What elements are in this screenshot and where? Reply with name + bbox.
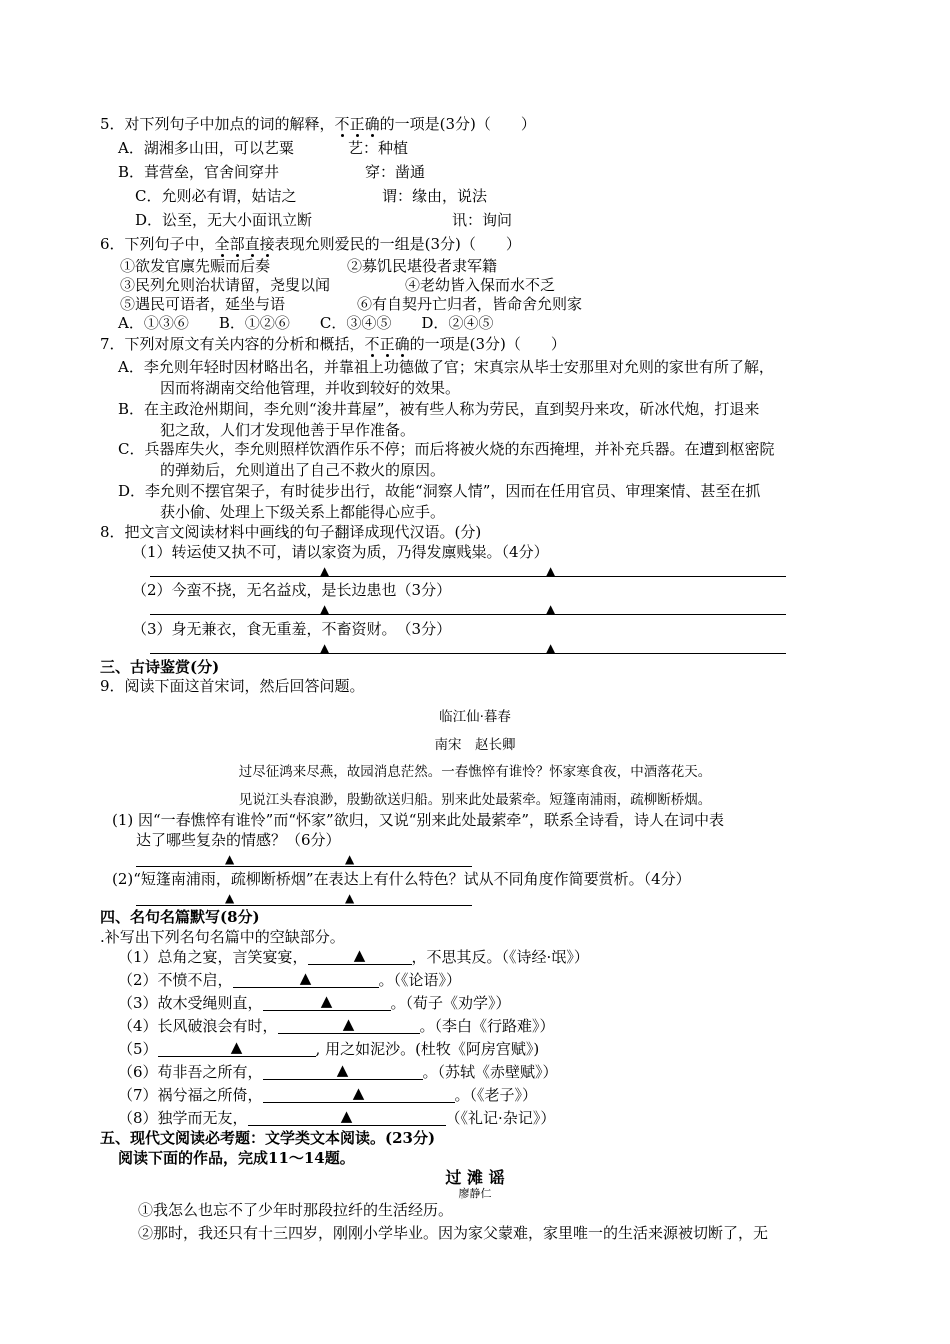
article-author: 廖静仁 <box>458 1187 492 1200</box>
section-5-heading: 五、现代文阅读必考题：文学类文本阅读。(23分) <box>100 1129 436 1147</box>
answer-marker: ▲ <box>230 1038 243 1056</box>
fill-blank[interactable] <box>263 994 391 1011</box>
answer-marker: ▲ <box>299 969 312 987</box>
q6-item-2: ②募饥民堪役者隶军籍 <box>347 257 498 275</box>
section-5-intro: 阅读下面的作品，完成11～14题。 <box>118 1149 355 1167</box>
q7-option-d-line1: D．李允则不摆官架子，有时徒步出行，故能“洞察人情”，因而在任用官员、审理案情、甚至在抓 <box>118 482 761 500</box>
q5-option-a: A．湖湘多山田，可以艺粟 <box>118 139 294 157</box>
fill-item-4-suffix: 。（李白《行路难》） <box>419 1017 555 1035</box>
q5-option-a-explain: 艺：种植 <box>348 139 409 157</box>
fill-blank[interactable] <box>158 1040 316 1057</box>
answer-marker: ▲ <box>345 852 355 866</box>
q9-1-line2: 达了哪些复杂的情感？（6分） <box>136 831 341 849</box>
fill-item-2-suffix: 。（《论语》） <box>378 971 462 989</box>
answer-marker: ▲ <box>353 946 366 964</box>
section-4-intro: .补写出下列名句名篇中的空缺部分。 <box>100 928 345 946</box>
q8-stem: 8．把文言文阅读材料中画线的句子翻译成现代汉语。(分) <box>100 523 482 541</box>
answer-line[interactable] <box>136 866 472 867</box>
q5-dotted-char: 不 <box>334 115 350 133</box>
answer-marker: ▲ <box>342 1015 355 1033</box>
answer-marker: ▲ <box>320 992 333 1010</box>
fill-item-5-suffix: , 用之如泥沙。(杜牧《阿房宫赋》) <box>315 1040 540 1058</box>
q5-option-d: D．讼至，无大小面讯立断 <box>135 211 313 229</box>
q5-stem-pre: 5．对下列句子中加点的词的解释， <box>100 115 335 133</box>
fill-blank[interactable] <box>233 971 379 988</box>
q7-dotted-char: 不 <box>364 335 380 353</box>
q6-stem-post: 表现允则爱民的一组是(3分)（ ） <box>274 235 521 253</box>
fill-item-5-prefix: （5） <box>118 1040 158 1058</box>
fill-item-1-suffix: ，不思其反。（《诗经·氓》） <box>411 948 589 966</box>
answer-line[interactable] <box>150 576 786 577</box>
fill-item-1-prefix: （1）总角之宴，言笑宴宴， <box>118 948 308 966</box>
answer-marker: ▲ <box>345 891 355 905</box>
q7-option-d-line2: 获小偷、处理上下级关系上都能得心应手。 <box>160 503 446 521</box>
q9-1-line1: (1) 因“一春憔悴有谁怜”而“怀家”欲归，又说“别来此处最萦牵”，联系全诗看，诗人在词中表 <box>112 811 725 829</box>
article-paragraph-2: ②那时，我还只有十三四岁，刚刚小学毕业。因为家父蒙难，家里唯一的生活来源被切断了，无 <box>138 1224 769 1242</box>
q5-stem <box>100 114 536 134</box>
q6-item-1: ①欲发官廪先赈而后奏 <box>120 257 271 275</box>
fill-item-5 <box>118 1039 539 1059</box>
q7-option-a-line2: 因而将湖南交给他管理，并收到较好的效果。 <box>160 379 461 397</box>
answer-marker: ▲ <box>225 852 235 866</box>
fill-item-4 <box>118 1016 555 1036</box>
q6-options: A．①③⑥ B．①②⑥ C．③④⑤ D．②④⑤ <box>118 314 494 332</box>
q6-item-3: ③民列允则治状请留，尧叟以闻 <box>120 276 331 294</box>
poem-line-1: 过尽征鸿来尽燕，故园消息茫然。一春憔悴有谁怜？怀家寒食夜，中酒落花天。 <box>238 764 712 780</box>
q7-option-c-line1: C．兵器库失火，李允则照样饮酒作乐不停；而后将被火烧的东西掩埋，并补充兵器。在遭到枢密院 <box>118 440 775 458</box>
answer-marker: ▲ <box>546 564 556 578</box>
fill-item-8-suffix: （《礼记·杂记》） <box>445 1109 556 1127</box>
q6-dotted-char: 部 <box>229 235 245 253</box>
q8-sentence-2: （2）今蛮不挠，无名益戍，是长边患也（3分） <box>132 581 452 599</box>
q6-dotted-char: 接 <box>259 235 275 253</box>
fill-item-6-suffix: 。（苏轼《赤壁赋》） <box>422 1063 558 1081</box>
answer-marker: ▲ <box>352 1084 365 1102</box>
q7-stem-post: 的一项是(3分)（ ） <box>409 335 566 353</box>
q5-option-d-explain: 讯：询问 <box>452 211 513 229</box>
q9-stem: 9．阅读下面这首宋词，然后回答问题。 <box>100 677 365 695</box>
q5-option-b: B．葺营垒，官舍间穿井 <box>118 163 280 181</box>
fill-item-6-prefix: （6）苟非吾之所有， <box>118 1063 263 1081</box>
q6-dotted-char: 全 <box>214 235 230 253</box>
section-3-heading: 三、古诗鉴赏(分) <box>100 658 220 676</box>
q7-stem <box>100 334 566 354</box>
poem-title: 临江仙·暮春 <box>439 709 511 725</box>
fill-item-4-prefix: （4）长风破浪会有时， <box>118 1017 278 1035</box>
article-title: 过 滩 谣 <box>445 1168 505 1187</box>
q6-item-4: ④老幼皆入保而水不乏 <box>405 276 556 294</box>
poem-author: 南宋 赵长卿 <box>434 737 516 753</box>
answer-line[interactable] <box>150 653 786 654</box>
q7-option-c-line2: 的弹劾后，允则道出了自己不救火的原因。 <box>160 461 446 479</box>
q6-stem <box>100 234 521 254</box>
answer-line[interactable] <box>136 905 472 906</box>
q6-item-5: ⑤遇民可语者，延坐与语 <box>120 295 286 313</box>
q5-stem-post: 的一项是(3分)（ ） <box>379 115 536 133</box>
answer-marker: ▲ <box>340 1107 353 1125</box>
q7-option-b-line2: 犯之敌，人们才发现他善于早作准备。 <box>160 421 416 439</box>
poem-line-2: 见说江头春浪渺，殷勤欲送归船。别来此处最萦牵。短篷南浦雨，疏柳断桥烟。 <box>238 792 712 808</box>
answer-marker: ▲ <box>320 564 330 578</box>
q7-option-b-line1: B．在主政沧州期间，李允则“浚井葺屋”，被有些人称为劳民，直到契丹来攻，斫冰代炮，打退来 <box>118 400 760 418</box>
fill-item-3-suffix: 。（荀子《劝学》） <box>390 994 511 1012</box>
answer-marker: ▲ <box>546 602 556 616</box>
fill-blank[interactable] <box>263 1063 423 1080</box>
q6-stem-pre: 6．下列句子中， <box>100 235 215 253</box>
answer-marker: ▲ <box>336 1061 349 1079</box>
fill-item-3 <box>118 993 511 1013</box>
answer-marker: ▲ <box>225 891 235 905</box>
q5-dotted-char: 确 <box>364 115 380 133</box>
answer-marker: ▲ <box>320 602 330 616</box>
q7-stem-pre: 7．下列对原文有关内容的分析和概括， <box>100 335 365 353</box>
fill-item-7-prefix: （7）祸兮福之所倚， <box>118 1086 263 1104</box>
fill-item-7-suffix: 。（《老子》） <box>454 1086 538 1104</box>
fill-item-2 <box>118 970 461 990</box>
q5-option-c: C．允则必有谓，姑诘之 <box>135 187 297 205</box>
fill-blank[interactable] <box>248 1109 446 1126</box>
answer-line[interactable] <box>150 614 786 615</box>
q6-dotted-char: 直 <box>244 235 260 253</box>
fill-item-1 <box>118 947 589 967</box>
q8-sentence-1: （1）转运使又执不可，请以家资为质，乃得发廪贱粜。（4分） <box>132 543 549 561</box>
q9-2-line1: (2)“短篷南浦雨，疏柳断桥烟”在表达上有什么特色？试从不同角度作简要赏析。（4分） <box>112 870 691 888</box>
fill-blank[interactable] <box>278 1017 420 1034</box>
answer-marker: ▲ <box>546 641 556 655</box>
fill-item-2-prefix: （2）不愤不启， <box>118 971 233 989</box>
q7-dotted-char: 确 <box>394 335 410 353</box>
q5-option-b-explain: 穿：凿通 <box>365 163 426 181</box>
q7-option-a-line1: A．李允则年轻时因材略出名，并靠祖上功德做了官；宋真宗从毕士安那里对允则的家世有所了解， <box>118 358 774 376</box>
fill-item-7 <box>118 1085 537 1105</box>
fill-item-8-prefix: （8）独学而无友， <box>118 1109 248 1127</box>
answer-marker: ▲ <box>320 641 330 655</box>
fill-item-8 <box>118 1108 555 1128</box>
q5-dotted-char: 正 <box>349 115 365 133</box>
q5-option-c-explain: 谓：缘由，说法 <box>382 187 488 205</box>
fill-item-3-prefix: （3）故木受绳则直， <box>118 994 263 1012</box>
q7-dotted-char: 正 <box>379 335 395 353</box>
fill-blank[interactable] <box>308 948 412 965</box>
q6-item-6: ⑥有自契丹亡归者，皆命舍允则家 <box>357 295 583 313</box>
fill-blank[interactable] <box>263 1086 455 1103</box>
section-4-heading: 四、名句名篇默写(8分) <box>100 908 260 926</box>
fill-item-6 <box>118 1062 558 1082</box>
q8-sentence-3: （3）身无兼衣，食无重羞，不畜资财。 （3分） <box>132 620 452 638</box>
article-paragraph-1: ①我怎么也忘不了少年时那段拉纤的生活经历。 <box>138 1201 454 1219</box>
